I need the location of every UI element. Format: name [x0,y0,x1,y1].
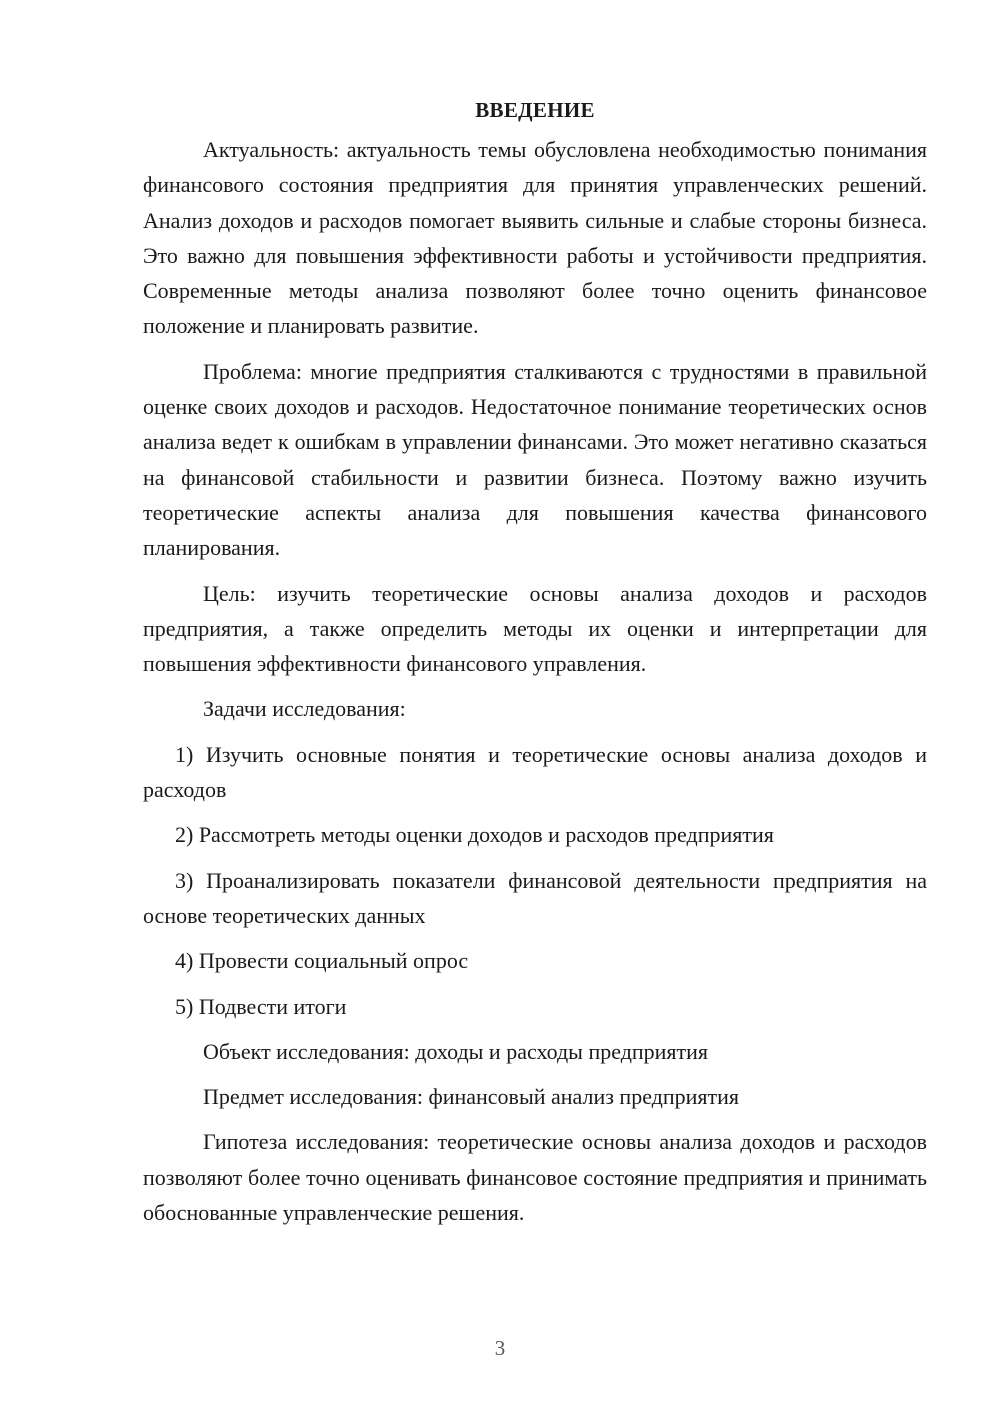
task-item-2: 2) Рассмотреть методы оценки доходов и расходов предприятия [175,822,774,848]
page-number: 3 [494,1336,506,1360]
paragraph-relevance: Актуальность: актуальность темы обусловлена необходимостью понимания финансового состояния предприятия для принятия управленческих решений. Анализ доходов и расходов помогает выявить сильные и слабые стороны бизнеса. Это важно для повышения эффективности работы и устойчивости предприятия. Современные методы анализа позволяют более точно оценить финансовое положение и планировать развитие. [143,137,927,339]
page-title: ВВЕДЕНИЕ [475,98,595,122]
paragraph-object: Объект исследования: доходы и расходы предприятия [203,1038,709,1064]
task-item-3: 3) Проанализировать показатели финансовой деятельности предприятия на основе теоретических данных [143,867,927,928]
tasks-heading: Задачи исследования: [203,696,406,722]
document-page [143,94,927,1240]
task-item-1: 1) Изучить основные понятия и теоретические основы анализа доходов и расходов [143,741,927,803]
paragraph-problem: Проблема: многие предприятия сталкиваются с трудностями в правильной оценке своих доходов и расходов. Недостаточное понимание теоретических основ анализа ведет к ошибкам в управлении финансами. Это может негативно сказаться на финансовой стабильности и развитии бизнеса. Поэтому важно изучить теоретические аспекты анализа для повышения качества финансового планирования. [143,358,927,561]
paragraph-hypothesis: Гипотеза исследования: теоретические основы анализа доходов и расходов позволяют более точно оценивать финансовое состояние предприятия и принимать обоснованные управленческие решения. [143,1129,927,1226]
task-item-5: 5) Подвести итоги [175,993,347,1019]
paragraph-subject: Предмет исследования: финансовый анализ предприятия [203,1084,740,1110]
paragraph-goal: Цель: изучить теоретические основы анализа доходов и расходов предприятия, а также определить методы их оценки и интерпретации для повышения эффективности финансового управления. [143,580,927,677]
task-item-4: 4) Провести социальный опрос [175,948,469,974]
